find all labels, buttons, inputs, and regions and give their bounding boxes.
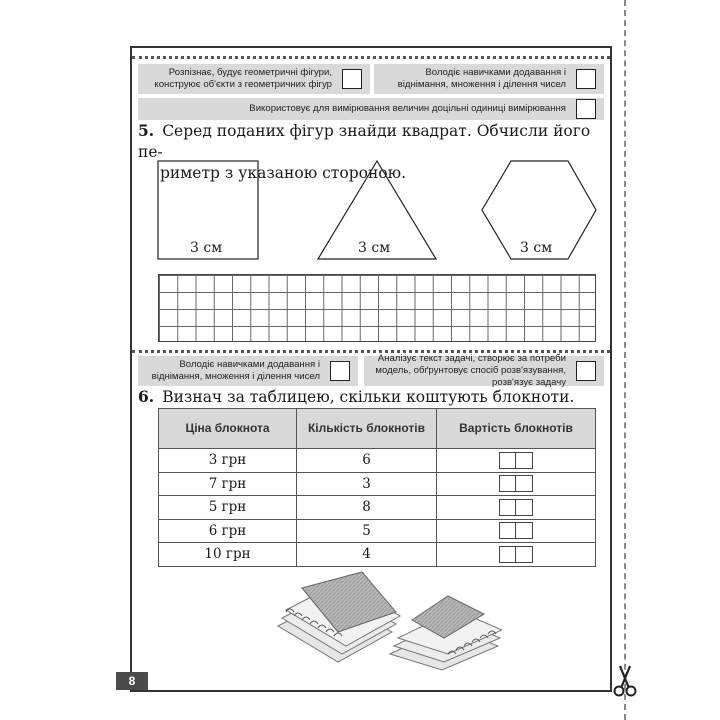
table-row bbox=[159, 519, 596, 543]
skill-geometry bbox=[138, 64, 370, 94]
qty-cell: 8 bbox=[297, 496, 437, 520]
header-price: Ціна блокнота bbox=[159, 409, 297, 449]
skill-geometry-text: Розпізнає, будує геометричні фігури, конструює об'єкти з геометричних фігур bbox=[154, 67, 332, 90]
skill-arithmetic-2-text: Володіє навичками додавання і віднімання, множення і ділення чисел bbox=[151, 359, 320, 382]
task-5-number: 5. bbox=[138, 121, 155, 140]
answer-box[interactable] bbox=[499, 546, 533, 563]
divider bbox=[132, 56, 610, 59]
header-cost: Вартість блокнотів bbox=[437, 409, 596, 449]
skill-arithmetic bbox=[374, 64, 604, 94]
table-row bbox=[159, 496, 596, 520]
qty-cell: 3 bbox=[297, 472, 437, 496]
answer-box[interactable] bbox=[499, 452, 533, 469]
answer-box[interactable] bbox=[499, 499, 533, 516]
worksheet-frame bbox=[130, 46, 612, 692]
price-cell: 10 грн bbox=[159, 543, 297, 567]
skill-problem-solving bbox=[364, 353, 604, 388]
scissors-icon bbox=[612, 664, 638, 698]
task-6-heading bbox=[138, 386, 574, 408]
skill-measurement-checkbox[interactable] bbox=[576, 99, 596, 119]
skill-arithmetic-checkbox[interactable] bbox=[576, 69, 596, 89]
table-row bbox=[159, 449, 596, 473]
skills-strip-top bbox=[132, 56, 610, 116]
answer-box[interactable] bbox=[499, 522, 533, 539]
skill-arithmetic-text: Володіє навичками додавання і віднімання, множення і ділення чисел bbox=[397, 67, 566, 90]
task-5-text-line2: риметр з указаною стороною. bbox=[160, 164, 407, 182]
price-table bbox=[158, 408, 596, 567]
qty-cell: 4 bbox=[297, 543, 437, 567]
cost-cell bbox=[437, 449, 596, 473]
cost-cell bbox=[437, 543, 596, 567]
task-6-text: Визнач за таблицею, скільки коштують блокноти. bbox=[162, 388, 575, 406]
qty-cell: 6 bbox=[297, 449, 437, 473]
skill-arithmetic-2 bbox=[138, 356, 358, 386]
table-row bbox=[159, 543, 596, 567]
cut-line bbox=[624, 0, 626, 720]
answer-grid[interactable] bbox=[158, 274, 596, 342]
skill-arithmetic-2-checkbox[interactable] bbox=[330, 361, 350, 381]
cost-cell bbox=[437, 496, 596, 520]
notebook-illustration bbox=[272, 568, 502, 672]
price-cell: 3 грн bbox=[159, 449, 297, 473]
table-row bbox=[159, 472, 596, 496]
price-cell: 5 грн bbox=[159, 496, 297, 520]
cost-cell bbox=[437, 472, 596, 496]
task-6-number: 6. bbox=[138, 387, 155, 406]
skill-problem-solving-checkbox[interactable] bbox=[576, 361, 596, 381]
task-5-text-line1: Серед поданих фігур знайди квадрат. Обчисли його пе- bbox=[138, 122, 591, 161]
skill-measurement-text: Використовує для вимірювання величин доцільні одиниці вимірювання bbox=[249, 103, 566, 114]
qty-cell: 5 bbox=[297, 519, 437, 543]
price-cell: 6 грн bbox=[159, 519, 297, 543]
triangle-label: 3 см bbox=[358, 240, 391, 256]
price-cell: 7 грн bbox=[159, 472, 297, 496]
answer-box[interactable] bbox=[499, 475, 533, 492]
hexagon-label: 3 см bbox=[520, 240, 553, 256]
skills-strip-mid bbox=[132, 350, 610, 390]
cost-cell bbox=[437, 519, 596, 543]
square-label: 3 см bbox=[190, 240, 223, 256]
page-number: 8 bbox=[116, 672, 148, 690]
skill-measurement bbox=[138, 98, 604, 120]
header-qty: Кількість блокнотів bbox=[297, 409, 437, 449]
skill-geometry-checkbox[interactable] bbox=[342, 69, 362, 89]
skill-problem-solving-text: Аналізує текст задачі, створює за потреби модель, обґрунтовує спосіб розв'язування, розв'язує задачу bbox=[375, 353, 566, 388]
